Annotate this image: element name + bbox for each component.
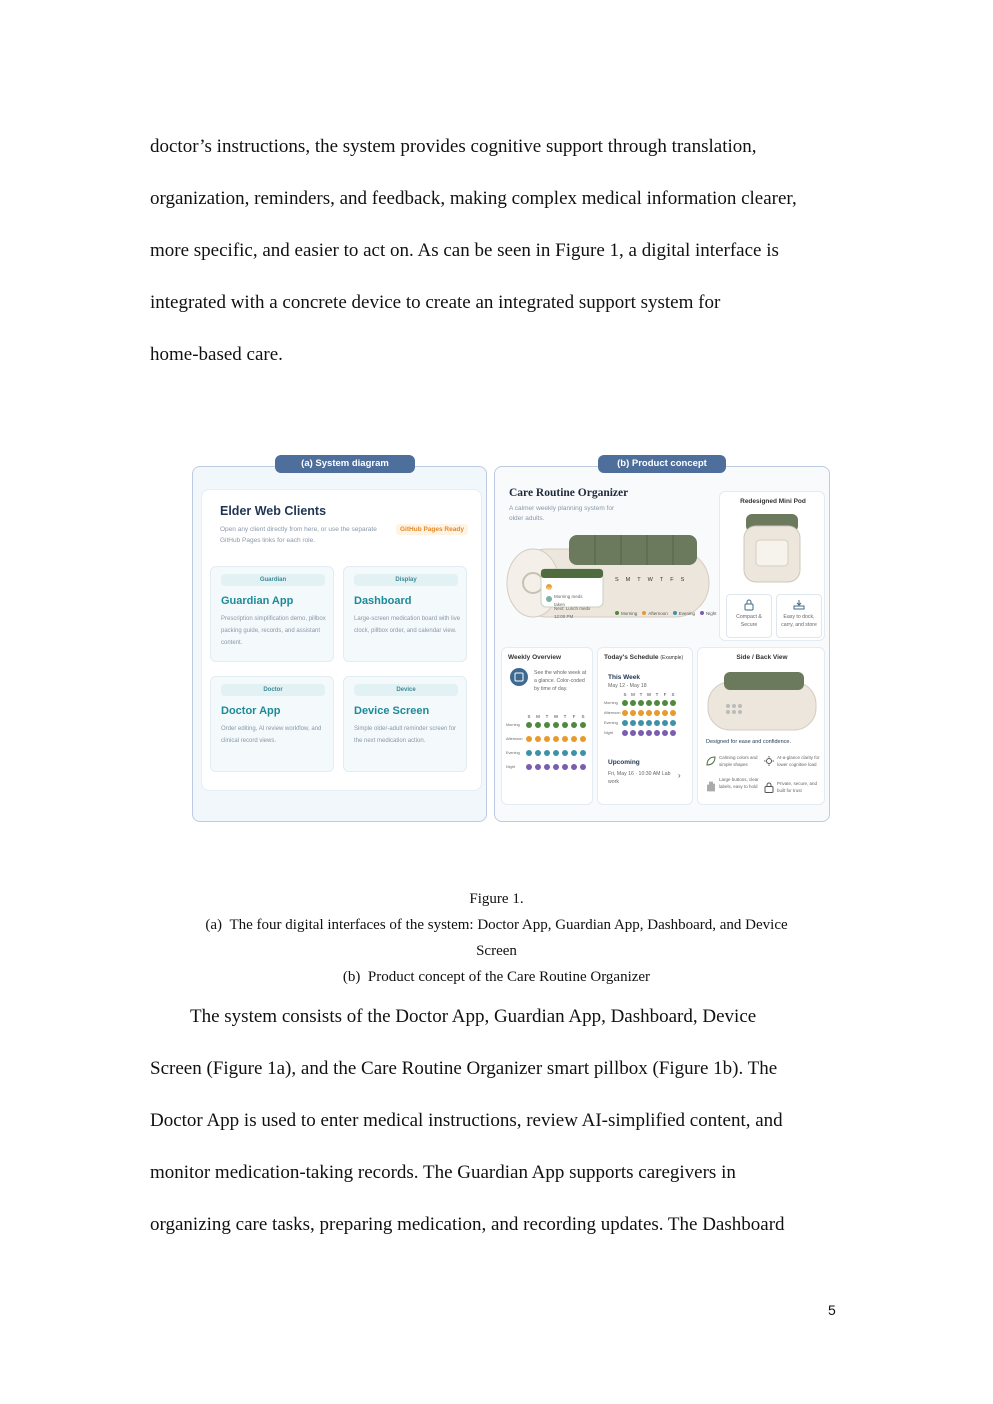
schedule-dot bbox=[571, 764, 577, 770]
schedule-dot bbox=[544, 764, 550, 770]
day-label: F bbox=[670, 577, 674, 583]
schedule-dot bbox=[654, 710, 660, 716]
device-message-1: Morning meds taken bbox=[554, 594, 583, 607]
text-line: home-based care. bbox=[150, 344, 283, 365]
lock-icon bbox=[764, 782, 774, 793]
weekly-dot-grid bbox=[506, 714, 586, 778]
schedule-dot bbox=[580, 764, 586, 770]
pod-feature-2: Easy to dock, carry, and store bbox=[781, 614, 817, 628]
side-view-caption: Designed for ease and confidence. bbox=[706, 739, 792, 745]
schedule-dot bbox=[646, 730, 652, 736]
side-view-illustration bbox=[704, 666, 820, 736]
day-label: M bbox=[625, 577, 631, 583]
legend-item: Night bbox=[700, 611, 717, 616]
schedule-dot bbox=[580, 750, 586, 756]
role-title: Guardian App bbox=[221, 595, 294, 607]
schedule-dot bbox=[553, 764, 559, 770]
caption-a-continued: Screen bbox=[476, 943, 517, 959]
weekly-title: Weekly Overview bbox=[508, 654, 561, 661]
schedule-dot bbox=[580, 722, 586, 728]
schedule-dot bbox=[638, 700, 644, 706]
schedule-dot bbox=[670, 700, 676, 706]
caption-a: (a) The four digital interfaces of the system: Doctor App, Guardian App, Dashboard, and Device bbox=[205, 917, 788, 933]
device-day-labels bbox=[615, 577, 684, 583]
text-line: organizing care tasks, preparing medication, and recording updates. The Dashboard bbox=[150, 1214, 785, 1235]
day-label: S bbox=[615, 577, 619, 583]
mini-pod-card bbox=[719, 491, 825, 641]
grid-row: Night bbox=[506, 764, 586, 770]
product-concept-panel bbox=[494, 458, 830, 822]
day-label: S bbox=[680, 577, 685, 583]
text-line: The system consists of the Doctor App, Guardian App, Dashboard, Device bbox=[190, 1006, 757, 1027]
schedule-dot bbox=[662, 710, 668, 716]
elder-title: Elder Web Clients bbox=[220, 504, 327, 518]
schedule-dot-grid bbox=[604, 692, 676, 740]
schedule-dot bbox=[535, 736, 541, 742]
schedule-dot bbox=[662, 700, 668, 706]
grid-row: Night bbox=[604, 730, 676, 736]
schedule-dot bbox=[646, 700, 652, 706]
schedule-dot bbox=[630, 720, 636, 726]
mini-pod-title: Redesigned Mini Pod bbox=[740, 498, 806, 505]
grid-row: Morning bbox=[604, 700, 676, 706]
text-line: more specific, and easier to act on. As can be seen in Figure 1, a digital interface is bbox=[150, 240, 779, 261]
schedule-dot bbox=[646, 720, 652, 726]
role-title: Dashboard bbox=[354, 595, 412, 607]
feature-tile-secure bbox=[726, 594, 772, 638]
schedule-dot bbox=[562, 750, 568, 756]
text-line: Doctor App is used to enter medical instructions, review AI-simplified content, and bbox=[150, 1110, 783, 1131]
todays-schedule-card bbox=[597, 647, 693, 805]
schedule-dot bbox=[654, 700, 660, 706]
schedule-dot bbox=[562, 722, 568, 728]
schedule-dot bbox=[630, 700, 636, 706]
page-number: 5 bbox=[828, 1302, 836, 1318]
calendar-icon bbox=[510, 668, 528, 686]
system-diagram-panel bbox=[192, 458, 487, 822]
role-desc: Prescription simplification demo, pillbox packing guide, records, and assistant content. bbox=[221, 616, 326, 646]
grid-row: Evening bbox=[506, 750, 586, 756]
side-view-card bbox=[697, 647, 825, 805]
text-line: Screen (Figure 1a), and the Care Routine Organizer smart pillbox (Figure 1b). The bbox=[150, 1058, 778, 1079]
organizer-subtitle: A calmer weekly planning system for older adults. bbox=[509, 505, 615, 522]
lock-icon bbox=[744, 599, 754, 611]
schedule-dot bbox=[670, 730, 676, 736]
grid-row: Evening bbox=[604, 720, 676, 726]
schedule-dot bbox=[670, 720, 676, 726]
weekly-desc: See the whole week at a glance. Color-coded by time of day. bbox=[534, 670, 587, 692]
schedule-dot bbox=[654, 720, 660, 726]
schedule-dot bbox=[544, 750, 550, 756]
dock-icon bbox=[793, 599, 805, 611]
role-desc: Simple older-adult reminder screen for the next medication action. bbox=[354, 726, 457, 744]
schedule-dot bbox=[670, 710, 676, 716]
schedule-dot bbox=[571, 736, 577, 742]
role-title: Doctor App bbox=[221, 705, 281, 717]
schedule-dot bbox=[580, 736, 586, 742]
schedule-dot bbox=[535, 750, 541, 756]
schedule-dot bbox=[638, 720, 644, 726]
role-desc: Large-screen medication board with live clock, pillbox order, and calendar view. bbox=[354, 616, 461, 634]
schedule-dot bbox=[662, 720, 668, 726]
device-message-2: Next: Lunch meds 12:00 PM bbox=[554, 606, 591, 619]
body-paragraph-2 bbox=[150, 991, 850, 1251]
feature-text-4: Private, secure, and built for trust bbox=[777, 781, 818, 793]
grid-day-header: S M T W T F S bbox=[623, 692, 675, 697]
dashboard-card bbox=[343, 566, 467, 662]
schedule-dot bbox=[553, 750, 559, 756]
feature-text-1: Calming colors and simple shapes bbox=[719, 755, 758, 767]
panel-b-header: (b) Product concept bbox=[598, 455, 726, 473]
schedule-dot bbox=[622, 720, 628, 726]
schedule-dot bbox=[646, 710, 652, 716]
schedule-dot bbox=[630, 730, 636, 736]
date-range: May 12 - May 18 bbox=[608, 683, 647, 689]
role-tag: Guardian bbox=[221, 574, 325, 586]
role-title: Device Screen bbox=[354, 705, 430, 717]
day-label: W bbox=[647, 577, 653, 583]
text-line: doctor’s instructions, the system provides cognitive support through translation, bbox=[150, 136, 757, 157]
grid-row: Afternoon bbox=[506, 736, 586, 742]
leaf-icon bbox=[706, 756, 716, 766]
schedule-dot bbox=[622, 710, 628, 716]
caption-label: Figure 1. bbox=[469, 891, 524, 907]
chevron-right-icon: › bbox=[678, 771, 681, 780]
pod-feature-1: Compact & Secure bbox=[736, 614, 762, 628]
schedule-dot bbox=[571, 750, 577, 756]
elder-web-clients-card bbox=[201, 489, 482, 791]
schedule-dot bbox=[535, 722, 541, 728]
device-banner: Good morning, Eliza bbox=[543, 587, 587, 592]
body-paragraph-1 bbox=[150, 121, 850, 381]
schedule-dot bbox=[526, 764, 532, 770]
text-line: monitor medication-taking records. The Guardian App supports caregivers in bbox=[150, 1162, 736, 1183]
schedule-dot bbox=[662, 730, 668, 736]
feature-text-3: Large buttons, clear labels, easy to hold bbox=[719, 777, 759, 789]
schedule-dot bbox=[544, 722, 550, 728]
role-desc: Order editing, AI review workflow, and clinical record views. bbox=[221, 726, 322, 744]
panel-a-header: (a) System diagram bbox=[275, 455, 415, 473]
role-tag: Display bbox=[354, 574, 458, 586]
organizer-title: Care Routine Organizer bbox=[509, 487, 629, 499]
this-week-label: This Week bbox=[608, 674, 641, 681]
elder-desc: Open any client directly from here, or use the separate GitHub Pages links for each role. bbox=[220, 526, 377, 544]
guardian-card bbox=[210, 566, 334, 662]
device-legend bbox=[615, 611, 717, 616]
schedule-title: Today's Schedule (Example) bbox=[604, 654, 684, 661]
legend-item: Evening bbox=[673, 611, 695, 616]
figure-1 bbox=[192, 452, 832, 826]
mini-pod-illustration bbox=[740, 510, 804, 586]
doctor-card bbox=[210, 676, 334, 772]
upcoming-label: Upcoming bbox=[608, 759, 640, 766]
day-label: T bbox=[659, 577, 664, 583]
schedule-dot bbox=[562, 764, 568, 770]
legend-item: Afternoon bbox=[642, 611, 668, 616]
schedule-dot bbox=[535, 764, 541, 770]
hand-icon bbox=[706, 780, 716, 792]
schedule-dot bbox=[553, 736, 559, 742]
schedule-dot bbox=[630, 710, 636, 716]
schedule-dot bbox=[638, 730, 644, 736]
schedule-dot bbox=[571, 722, 577, 728]
schedule-dot bbox=[622, 730, 628, 736]
schedule-dot bbox=[654, 730, 660, 736]
grid-row: Morning bbox=[506, 722, 586, 728]
weekly-overview-card bbox=[501, 647, 593, 805]
sun-icon bbox=[764, 756, 774, 766]
grid-row: Afternoon bbox=[604, 710, 676, 716]
schedule-dot bbox=[553, 722, 559, 728]
text-line: integrated with a concrete device to create an integrated support system for bbox=[150, 292, 721, 313]
upcoming-item: Fri, May 16 · 10:30 AM Lab work bbox=[608, 771, 671, 785]
side-view-title: Side / Back View bbox=[736, 654, 788, 661]
schedule-dot bbox=[544, 736, 550, 742]
schedule-dot bbox=[622, 700, 628, 706]
grid-day-header: S M T W T F S bbox=[527, 714, 585, 719]
schedule-dot bbox=[526, 750, 532, 756]
text-line: organization, reminders, and feedback, making complex medical information clearer, bbox=[150, 188, 797, 209]
legend-item: Morning bbox=[615, 611, 637, 616]
caption-b: (b) Product concept of the Care Routine Organizer bbox=[342, 969, 651, 985]
role-tag: Doctor bbox=[221, 684, 325, 696]
role-tag: Device bbox=[354, 684, 458, 696]
schedule-dot bbox=[638, 710, 644, 716]
pages-ready-badge: GitHub Pages Ready bbox=[396, 524, 468, 535]
figure-caption bbox=[150, 886, 843, 990]
device-card bbox=[343, 676, 467, 772]
day-label: T bbox=[637, 577, 641, 583]
feature-tile-dock bbox=[776, 594, 822, 638]
schedule-dot bbox=[526, 722, 532, 728]
schedule-dot bbox=[562, 736, 568, 742]
feature-text-2: At-a-glance clarity for lower cognitive load bbox=[777, 755, 820, 767]
schedule-dot bbox=[526, 736, 532, 742]
